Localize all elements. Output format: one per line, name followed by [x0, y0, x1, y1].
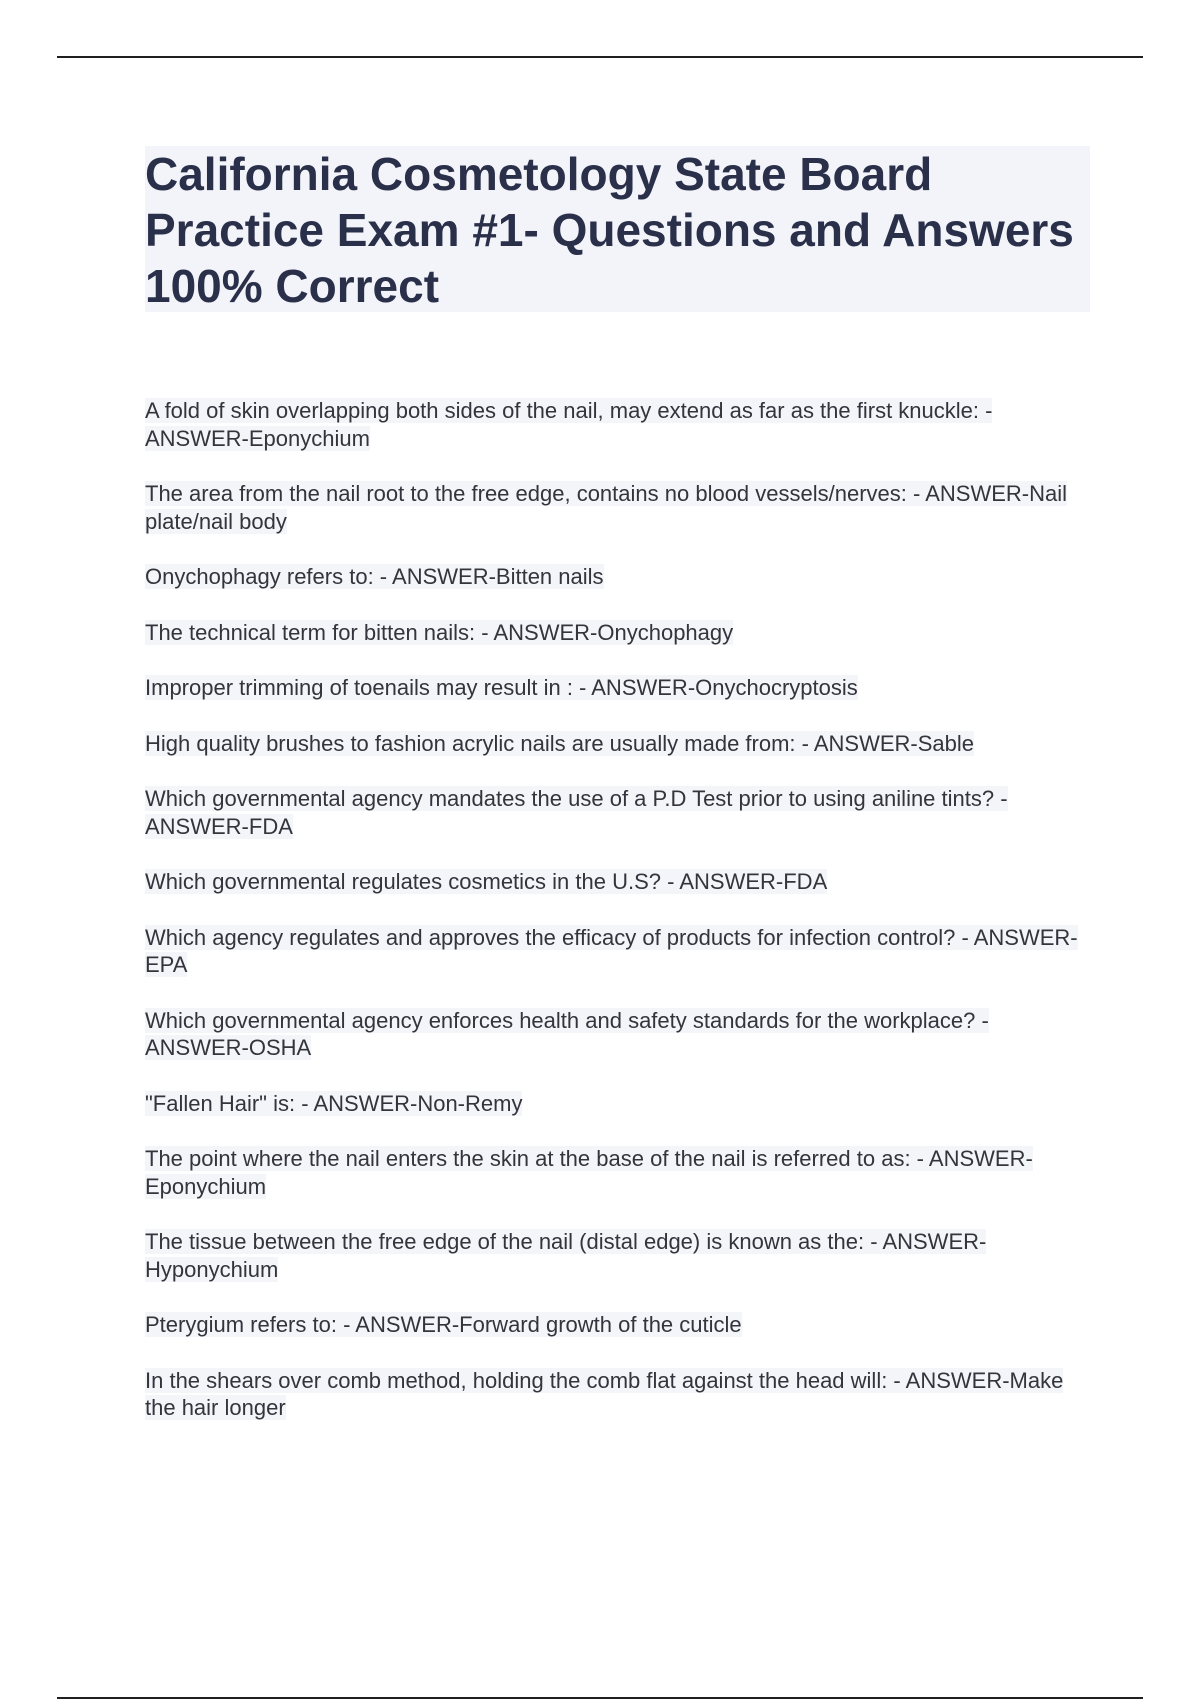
qa-item [145, 563, 1090, 591]
qa-item [145, 1145, 1090, 1200]
qa-text: The point where the nail enters the skin at the base of the nail is referred to as: - ANSWER-Eponychium [145, 1146, 1033, 1199]
qa-item [145, 397, 1090, 452]
qa-text: High quality brushes to fashion acrylic nails are usually made from: - ANSWER-Sable [145, 730, 975, 756]
qa-text: "Fallen Hair" is: - ANSWER-Non-Remy [145, 1090, 523, 1116]
qa-text: Which agency regulates and approves the efficacy of products for infection control? - ANSWER-EPA [145, 924, 1078, 977]
qa-text: Improper trimming of toenails may result in : - ANSWER-Onychocryptosis [145, 675, 858, 700]
title-block [145, 146, 1090, 312]
qa-text: In the shears over comb method, holding the comb flat against the head will: - ANSWER-Make the hair longer [145, 1367, 1064, 1420]
qa-text: The area from the nail root to the free edge, contains no blood vessels/nerves: - ANSWER-Nail plate/nail body [145, 481, 1068, 534]
qa-item [145, 1007, 1090, 1062]
top-rule [57, 56, 1143, 58]
qa-item [145, 785, 1090, 840]
bottom-rule [57, 1697, 1143, 1699]
qa-text: Onychophagy refers to: - ANSWER-Bitten nails [145, 564, 604, 589]
qa-text: The technical term for bitten nails: - ANSWER-Onychophagy [145, 619, 734, 645]
qa-text: Which governmental agency enforces health and safety standards for the workplace? - ANSWER-OSHA [145, 1007, 989, 1060]
document-title: California Cosmetology State Board Practice Exam #1- Questions and Answers 100% Correct [145, 148, 1074, 312]
qa-item [145, 1090, 1090, 1118]
qa-text: Which governmental agency mandates the use of a P.D Test prior to using aniline tints? - ANSWER-FDA [145, 786, 1008, 839]
qa-text: A fold of skin overlapping both sides of the nail, may extend as far as the first knuckle: - ANSWER-Eponychium [145, 398, 993, 451]
qa-item [145, 480, 1090, 535]
qa-item [145, 619, 1090, 647]
qa-item [145, 730, 1090, 758]
qa-item [145, 674, 1090, 702]
qa-text: Pterygium refers to: - ANSWER-Forward growth of the cuticle [145, 1312, 742, 1337]
qa-item [145, 1228, 1090, 1283]
qa-text: The tissue between the free edge of the nail (distal edge) is known as the: - ANSWER-Hyponychium [145, 1229, 987, 1282]
qa-item [145, 924, 1090, 979]
qa-text: Which governmental regulates cosmetics in the U.S? - ANSWER-FDA [145, 869, 828, 894]
qa-item [145, 868, 1090, 896]
qa-item [145, 1311, 1090, 1339]
qa-item [145, 1367, 1090, 1422]
qa-list [145, 397, 1090, 1450]
